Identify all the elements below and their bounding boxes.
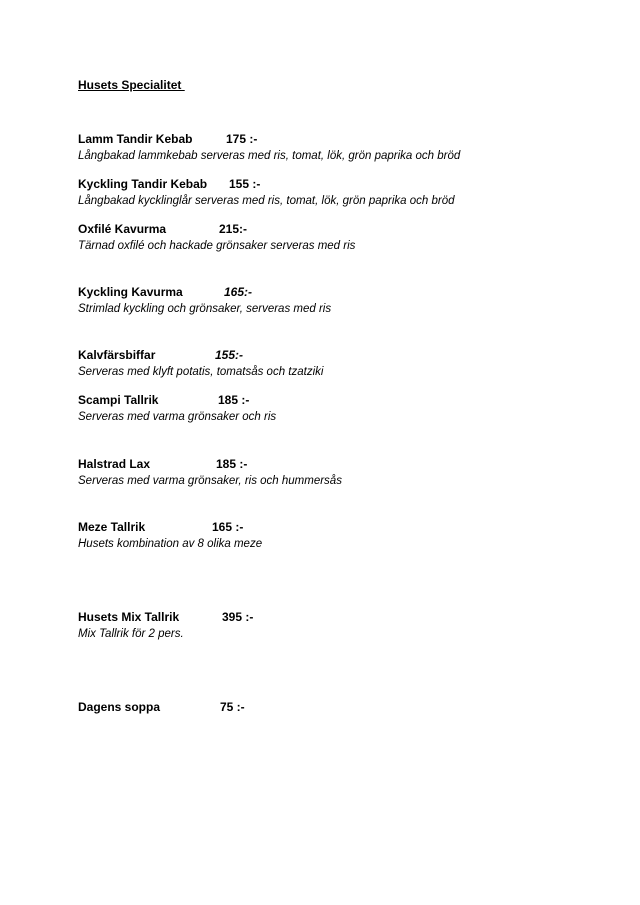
- menu-item-meze-tallrik: [78, 520, 598, 550]
- item-name: Kyckling Kavurma: [78, 285, 183, 299]
- item-name: Dagens soppa: [78, 700, 161, 714]
- item-name: Kalvfärsbiffar: [78, 348, 156, 362]
- item-price: 155 :-: [229, 177, 261, 191]
- menu-item-dagens-soppa: [78, 700, 598, 717]
- item-description: Husets kombination av 8 olika meze: [78, 538, 263, 550]
- item-description: Långbakad kycklinglår serveras med ris, tomat, lök, grön paprika och bröd: [78, 195, 455, 207]
- item-name: Oxfilé Kavurma: [78, 222, 167, 236]
- menu-item-kyckling-kavurma: [78, 285, 598, 315]
- item-price: 165:-: [224, 285, 253, 299]
- menu-item-kalvfarsbiffar: [78, 348, 598, 378]
- item-name: Husets Mix Tallrik: [78, 610, 180, 624]
- item-name: Halstrad Lax: [78, 457, 151, 471]
- item-price: 165 :-: [212, 520, 244, 534]
- item-description: Tärnad oxfilé och hackade grönsaker serveras med ris: [78, 240, 356, 252]
- item-description: Serveras med varma grönsaker och ris: [78, 411, 277, 423]
- menu-item-lamm-tandir-kebab: [78, 132, 598, 162]
- item-name: Kyckling Tandir Kebab: [78, 177, 208, 191]
- menu-item-halstrad-lax: [78, 457, 598, 487]
- item-description: Serveras med klyft potatis, tomatsås och tzatziki: [78, 366, 324, 378]
- menu-item-oxfile-kavurma: [78, 222, 598, 252]
- item-description: Mix Tallrik för 2 pers.: [78, 628, 184, 640]
- item-description: Långbakad lammkebab serveras med ris, tomat, lök, grön paprika och bröd: [78, 150, 461, 162]
- menu-item-scampi-tallrik: [78, 393, 598, 423]
- item-name: Scampi Tallrik: [78, 393, 159, 407]
- item-price: 185 :-: [216, 457, 248, 471]
- item-price: 75 :-: [220, 700, 245, 714]
- item-price: 395 :-: [222, 610, 254, 624]
- item-price: 215:-: [219, 222, 248, 236]
- item-description: Strimlad kyckling och grönsaker, serveras med ris: [78, 303, 332, 315]
- item-name: Meze Tallrik: [78, 520, 146, 534]
- menu-item-kyckling-tandir-kebab: [78, 177, 598, 207]
- item-description: Serveras med varma grönsaker, ris och hummersås: [78, 475, 342, 487]
- item-price: 175 :-: [226, 132, 258, 146]
- item-price: 155:-: [215, 348, 244, 362]
- menu-item-husets-mix-tallrik: [78, 610, 598, 640]
- item-name: Lamm Tandir Kebab: [78, 132, 193, 146]
- menu-heading: Husets Specialitet: [78, 78, 185, 92]
- item-price: 185 :-: [218, 393, 250, 407]
